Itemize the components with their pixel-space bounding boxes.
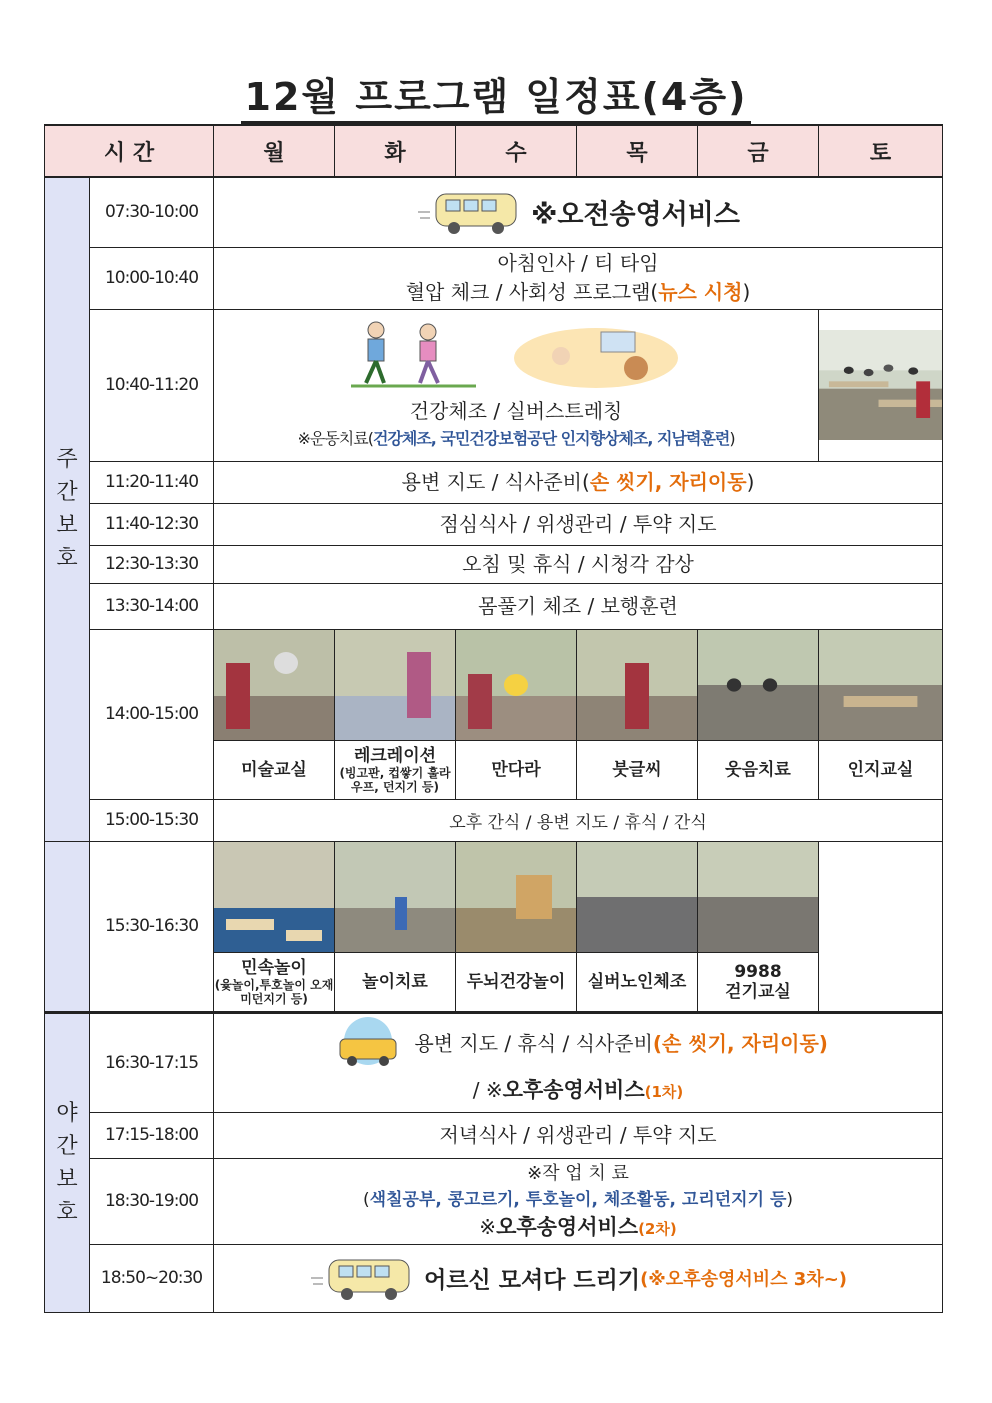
time-cell: 11:40-12:30 bbox=[90, 503, 214, 545]
row-1715 bbox=[45, 1112, 943, 1158]
activity-cell: 오침 및 휴식 / 시청각 감상 bbox=[214, 545, 943, 583]
bus-icon bbox=[309, 1254, 419, 1302]
time-cell: 18:30-19:00 bbox=[90, 1158, 214, 1244]
exercise-illustration bbox=[346, 318, 686, 390]
row-0730 bbox=[45, 177, 943, 247]
row-1630 bbox=[45, 1012, 943, 1112]
brain-game-photo bbox=[456, 841, 577, 952]
activity-cell bbox=[214, 247, 943, 309]
caption-mandala: 만다라 bbox=[456, 740, 577, 799]
activity-line: 건강체조 / 실버스트레칭 bbox=[409, 398, 623, 423]
caption-folk-game: 민속놀이 (윷놀이,투호놀이 오재미던지기 등) bbox=[214, 952, 335, 1012]
caption-calligraphy: 붓글씨 bbox=[577, 740, 698, 799]
time-cell: 10:40-11:20 bbox=[90, 309, 214, 461]
school-bus-icon bbox=[328, 1017, 408, 1073]
row-1830 bbox=[45, 1158, 943, 1244]
time-cell: 10:00-10:40 bbox=[90, 247, 214, 309]
mandala-photo bbox=[456, 629, 577, 740]
header-thu: 목 bbox=[577, 125, 698, 177]
laughter-therapy-photo bbox=[698, 629, 819, 740]
folk-game-photo bbox=[214, 841, 335, 952]
time-cell: 15:00-15:30 bbox=[90, 799, 214, 841]
time-cell: 14:00-15:00 bbox=[90, 629, 214, 799]
recreation-photo bbox=[335, 629, 456, 740]
row-1530-photos bbox=[45, 841, 943, 952]
row-1230 bbox=[45, 545, 943, 583]
activity-line: 아침인사 / 티 타임 bbox=[497, 251, 659, 275]
art-class-photo bbox=[214, 629, 335, 740]
play-therapy-photo bbox=[335, 841, 456, 952]
row-1120 bbox=[45, 461, 943, 503]
time-cell: 13:30-14:00 bbox=[90, 583, 214, 629]
activity-cell: 용변 지도 / 식사준비(손 씻기, 자리이동) bbox=[214, 461, 943, 503]
activity-line: 혈압 체크 / 사회성 프로그램(뉴스 시청) bbox=[405, 280, 751, 304]
activity-cell bbox=[214, 177, 943, 247]
row-1330 bbox=[45, 583, 943, 629]
header-wed: 수 bbox=[456, 125, 577, 177]
row-1140 bbox=[45, 503, 943, 545]
header-row bbox=[45, 125, 943, 177]
section-day: 주 간 보 호 bbox=[45, 177, 90, 841]
activity-cell: 어르신 모셔다 드리기(※오후송영서비스 3차~) bbox=[214, 1244, 943, 1312]
empty-sat-cell bbox=[819, 841, 943, 1012]
section-day-cont bbox=[45, 841, 90, 1012]
row-1400-photos bbox=[45, 629, 943, 740]
caption-cognitive-class: 인지교실 bbox=[819, 740, 943, 799]
row-1500 bbox=[45, 799, 943, 841]
caption-play-therapy: 놀이치료 bbox=[335, 952, 456, 1012]
time-cell: 15:30-16:30 bbox=[90, 841, 214, 1012]
caption-recreation: 레크레이션 (빙고판, 컵쌓기 훌라우프, 던지기 등) bbox=[335, 740, 456, 799]
activity-cell bbox=[214, 309, 819, 461]
time-cell: 16:30-17:15 bbox=[90, 1012, 214, 1112]
activity-cell: 점심식사 / 위생관리 / 투약 지도 bbox=[214, 503, 943, 545]
caption-art-class: 미술교실 bbox=[214, 740, 335, 799]
time-cell: 11:20-11:40 bbox=[90, 461, 214, 503]
activity-cell: 몸풀기 체조 / 보행훈련 bbox=[214, 583, 943, 629]
activity-cell: 용변 지도 / 휴식 / 식사준비(손 씻기, 자리이동) / ※오후송영서비스(1차) bbox=[214, 1012, 943, 1112]
activity-line: ※운동치료(건강체조, 국민건강보험공단 인지향상체조, 지남력훈련) bbox=[297, 428, 735, 448]
header-time: 시 간 bbox=[45, 125, 214, 177]
row-1040 bbox=[45, 309, 943, 461]
caption-senior-exercise: 실버노인체조 bbox=[577, 952, 698, 1012]
header-fri: 금 bbox=[698, 125, 819, 177]
senior-exercise-photo bbox=[577, 841, 698, 952]
time-cell: 07:30-10:00 bbox=[90, 177, 214, 247]
exercise-photo bbox=[819, 309, 943, 461]
time-cell: 12:30-13:30 bbox=[90, 545, 214, 583]
schedule-table bbox=[44, 124, 943, 1313]
calligraphy-photo bbox=[577, 629, 698, 740]
caption-brain-game: 두뇌건강놀이 bbox=[456, 952, 577, 1012]
page-title: 12월 프로그램 일정표(4층) bbox=[0, 66, 992, 121]
time-cell: 18:50~20:30 bbox=[90, 1244, 214, 1312]
cognitive-class-photo bbox=[819, 629, 943, 740]
activity-cell: 오후 간식 / 용변 지도 / 휴식 / 간식 bbox=[214, 799, 943, 841]
header-tue: 화 bbox=[335, 125, 456, 177]
morning-shuttle-text: ※오전송영서비스 bbox=[531, 199, 740, 231]
activity-cell: 저녁식사 / 위생관리 / 투약 지도 bbox=[214, 1112, 943, 1158]
header-sat: 토 bbox=[819, 125, 943, 177]
header-mon: 월 bbox=[214, 125, 335, 177]
caption-laughter-therapy: 웃음치료 bbox=[698, 740, 819, 799]
row-1850 bbox=[45, 1244, 943, 1312]
activity-cell: ※작 업 치 료 (색칠공부, 콩고르기, 투호놀이, 체조활동, 고리던지기 등) ※오후송영서비스(2차) bbox=[214, 1158, 943, 1244]
section-night: 야 간 보 호 bbox=[45, 1012, 90, 1312]
bus-icon bbox=[416, 188, 526, 236]
time-cell: 17:15-18:00 bbox=[90, 1112, 214, 1158]
caption-walking-class: 9988 걷기교실 bbox=[698, 952, 819, 1012]
row-1000 bbox=[45, 247, 943, 309]
walking-class-photo bbox=[698, 841, 819, 952]
